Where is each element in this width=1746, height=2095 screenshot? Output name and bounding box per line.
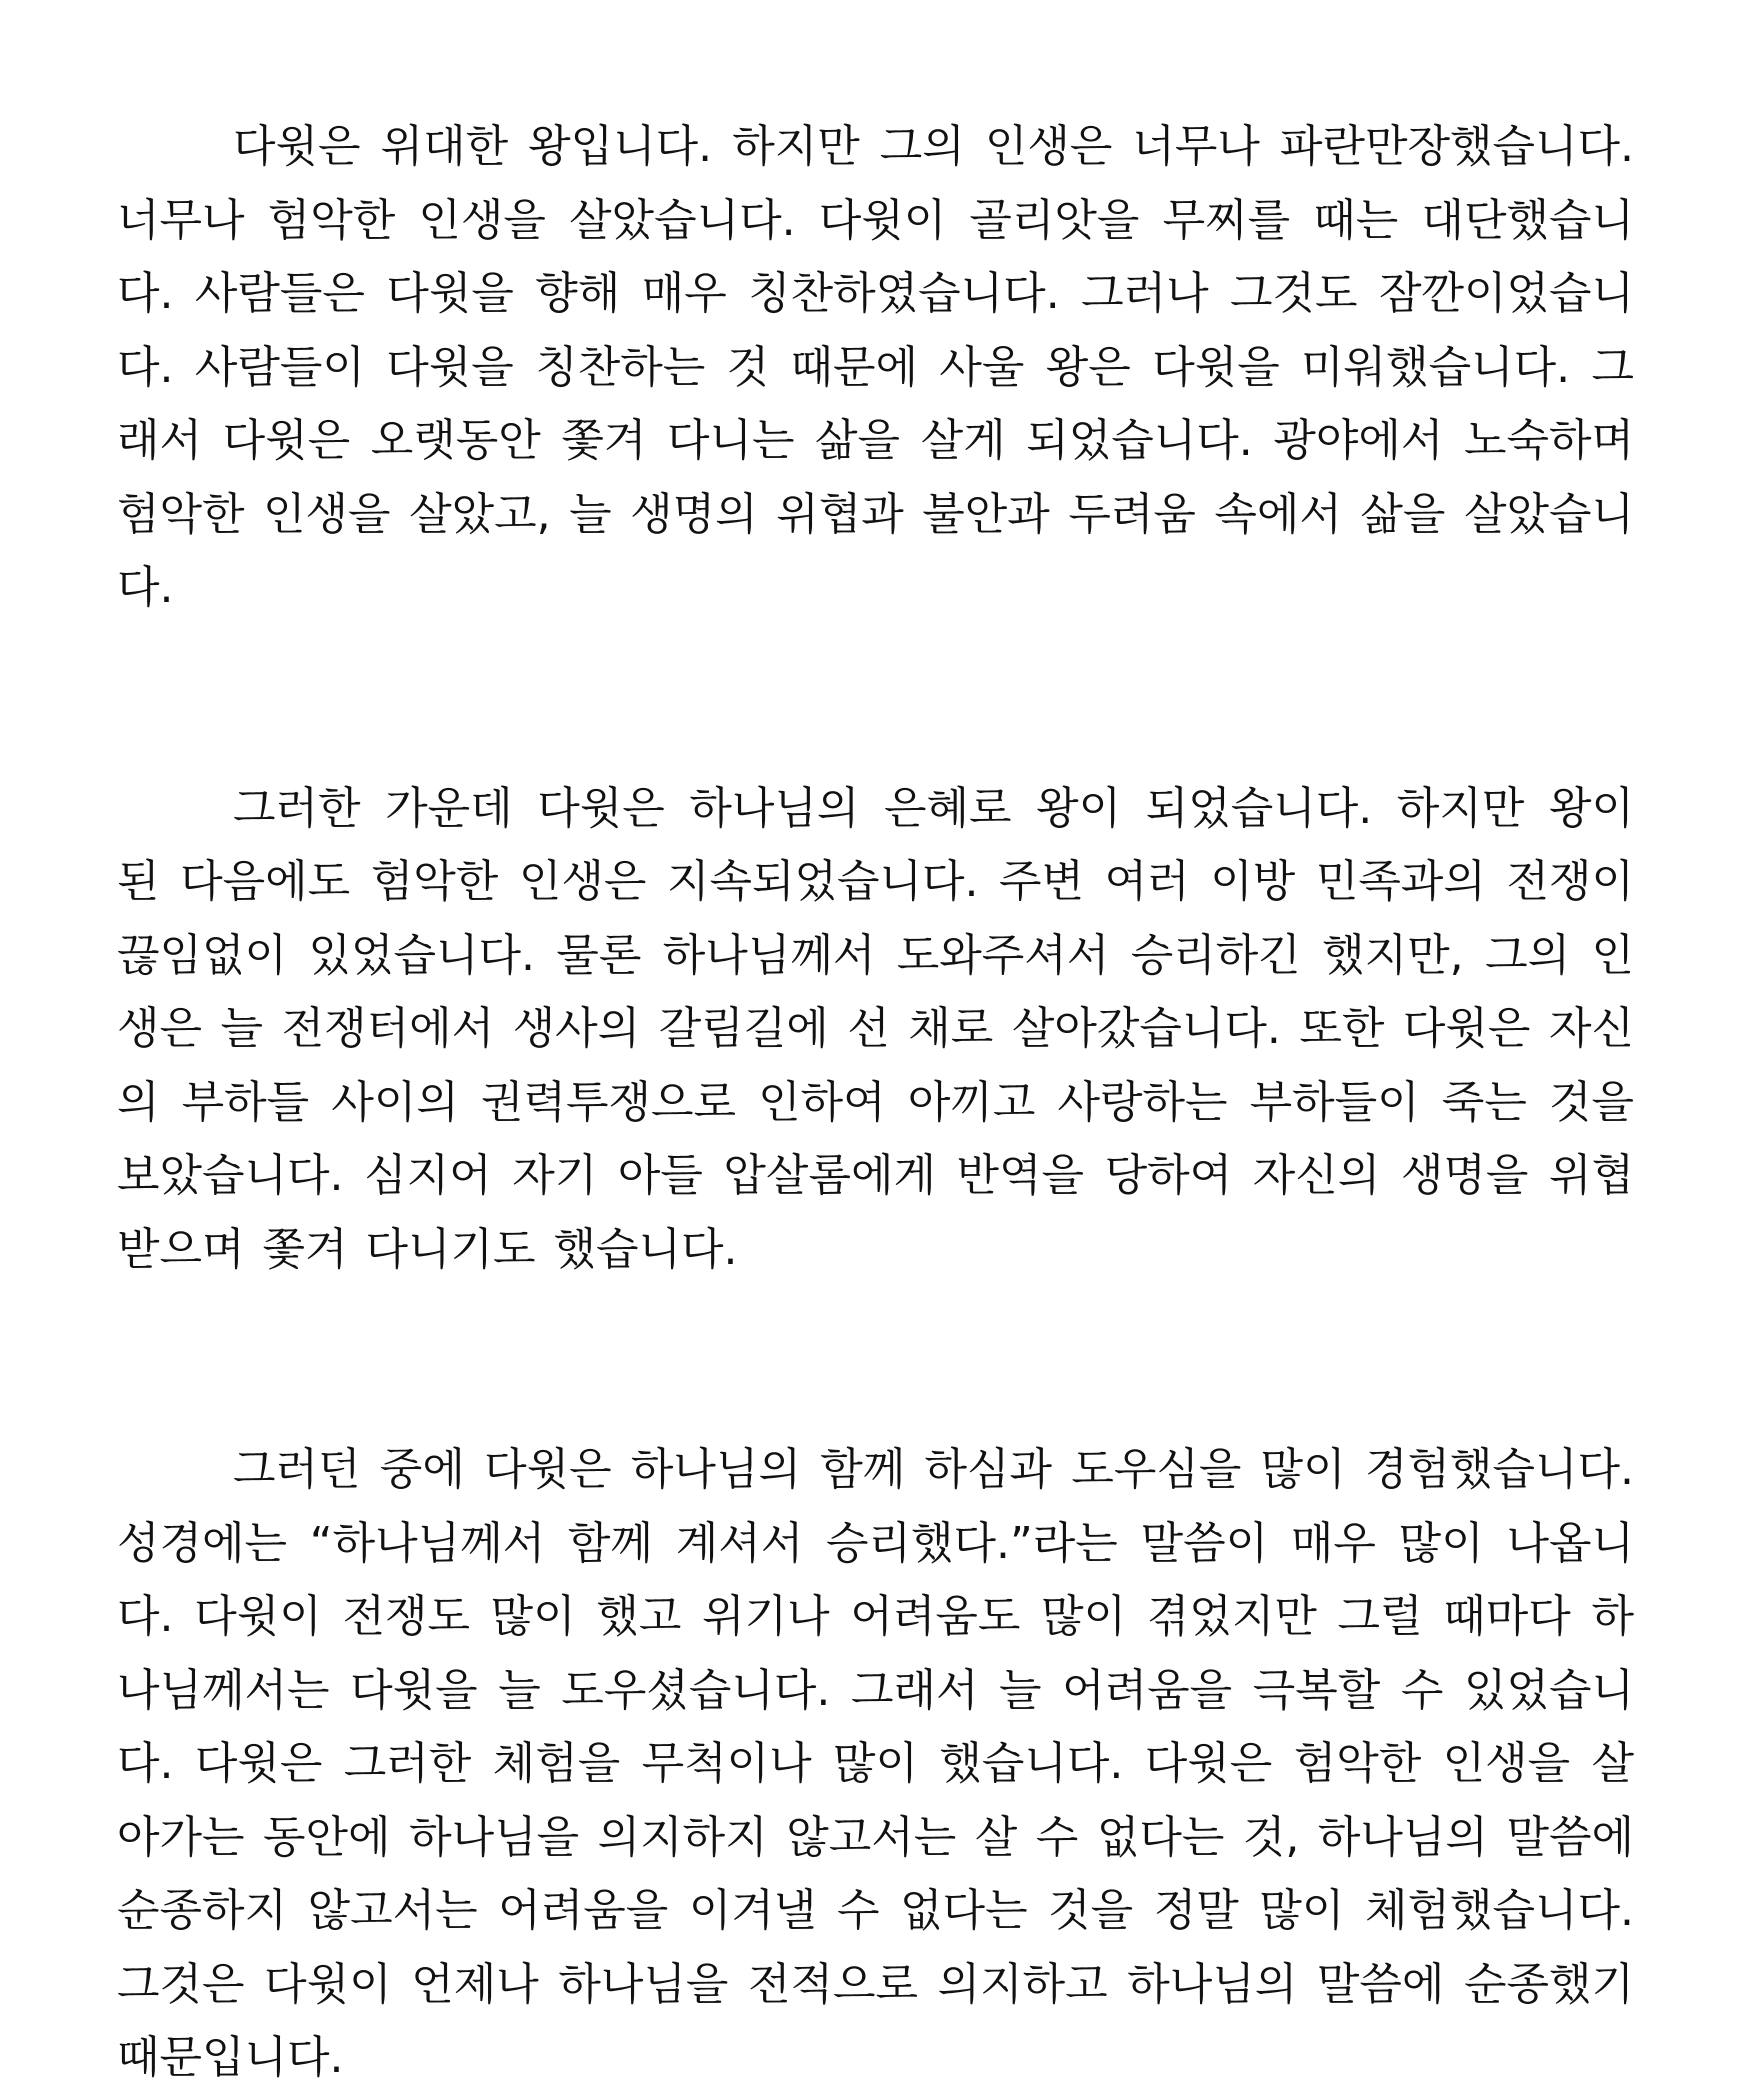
paragraph-1: 다윗은 위대한 왕입니다. 하지만 그의 인생은 너무나 파란만장했습니다. 너무나 험악한 인생을 살았습니다. 다윗이 골리앗을 무찌를 때는 대단했습니다. 사람들은 다윗을 향해 매우 칭찬하였습니다. 그러나 그것도 잠깐이었습니다. 사람들이 다윗을 칭찬하는 것 때문에 사울 왕은 다윗을 미워했습니다. 그래서 다윗은 오랫동안 쫓겨 다니는 삶을 살게 되었습니다. 광야에서 노숙하며 험악한 인생을 살았고, 늘 생명의 위협과 불안과 두려움 속에서 삶을 살았습니다.	[117, 121, 1634, 613]
paragraph-3: 그러던 중에 다윗은 하나님의 함께 하심과 도우심을 많이 경험했습니다. 성경에는 “하나님께서 함께 계셔서 승리했다.”라는 말씀이 매우 많이 나옵니다. 다윗이 전쟁도 많이 했고 위기나 어려움도 많이 겪었지만 그럴 때마다 하나님께서는 다윗을 늘 도우셨습니다. 그래서 늘 어려움을 극복할 수 있었습니다. 다윗은 그러한 체험을 무척이나 많이 했습니다. 다윗은 험악한 인생을 살아가는 동안에 하나님을 의지하지 않고서는 살 수 없다는 것, 하나님의 말씀에 순종하지 않고서는 어려움을 이겨낼 수 없다는 것을 정말 많이 체험했습니다. 그것은 다윗이 언제나 하나님을 전적으로 의지하고 하나님의 말씀에 순종했기 때문입니다.	[117, 1444, 1635, 2083]
document-body	[117, 110, 1634, 2095]
paragraph-2: 그러한 가운데 다윗은 하나님의 은혜로 왕이 되었습니다. 하지만 왕이 된 다음에도 험악한 인생은 지속되었습니다. 주변 여러 이방 민족과의 전쟁이 끊임없이 있었습니다. 물론 하나님께서 도와주셔서 승리하긴 했지만, 그의 인생은 늘 전쟁터에서 생사의 갈림길에 선 채로 살아갔습니다. 또한 다윗은 자신의 부하들 사이의 권력투쟁으로 인하여 아끼고 사랑하는 부하들이 죽는 것을 보았습니다. 심지어 자기 아들 압살롬에게 반역을 당하여 자신의 생명을 위협받으며 쫓겨 다니기도 했습니다.	[117, 782, 1634, 1275]
